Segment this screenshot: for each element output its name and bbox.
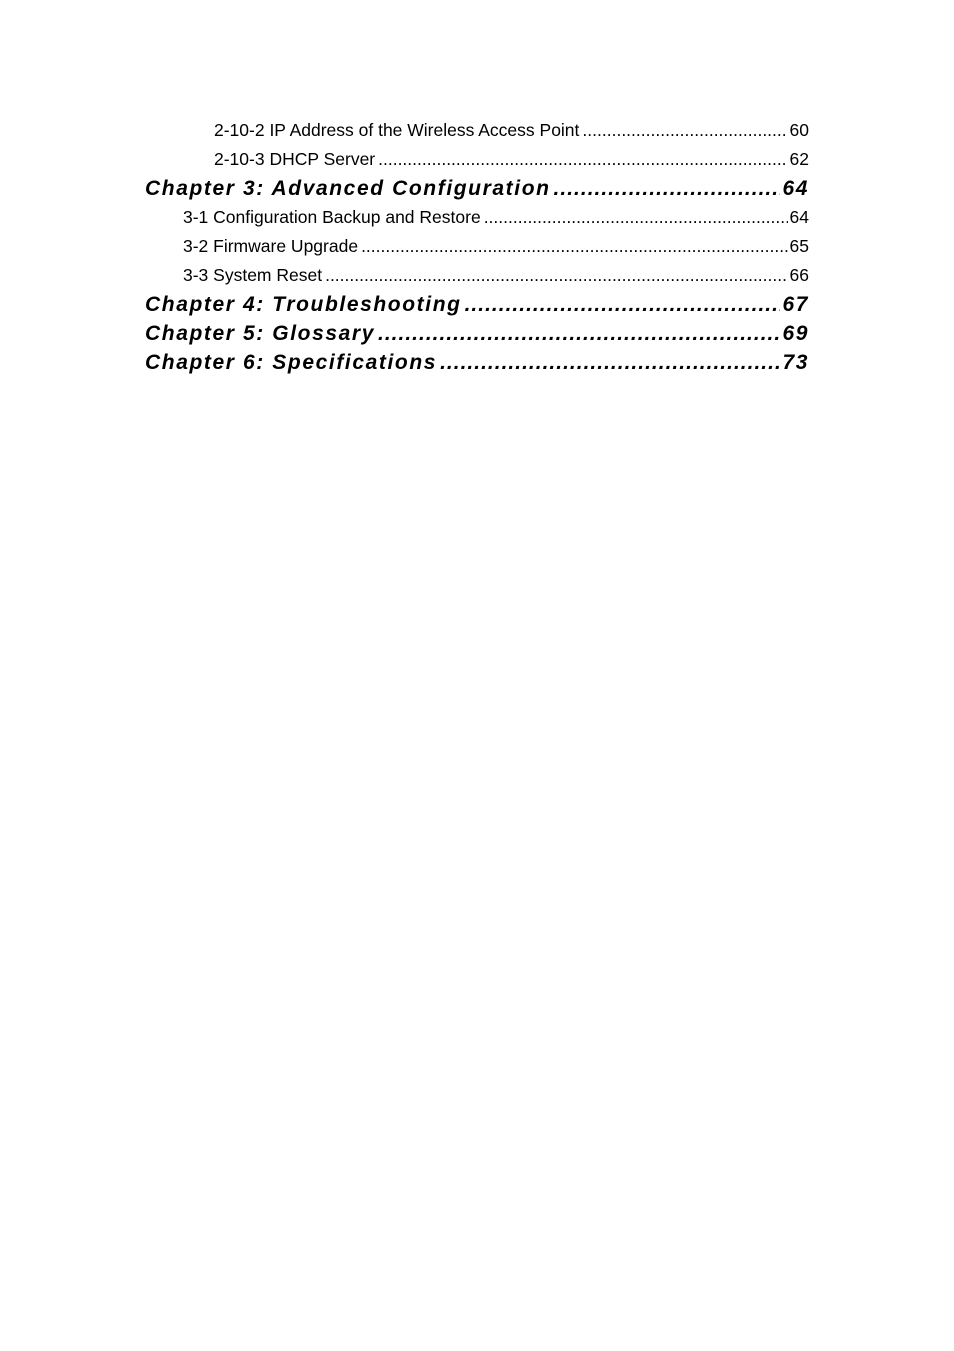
- toc-entry-title: 2-10-2 IP Address of the Wireless Access Point: [214, 120, 580, 140]
- toc-chapter-title: Chapter 5: Glossary: [145, 322, 375, 345]
- toc-chapter-title: Chapter 6: Specifications: [145, 351, 438, 374]
- toc-entry-chapter-3[interactable]: [145, 174, 809, 203]
- toc-dot-leader: [361, 232, 787, 261]
- toc-entry-2-10-3[interactable]: [145, 145, 809, 174]
- toc-entry-3-2[interactable]: [145, 232, 809, 261]
- toc-dot-leader: [378, 319, 780, 348]
- toc-entry-page: 67: [782, 293, 809, 316]
- toc-entry-page: 69: [782, 322, 809, 345]
- toc-entry-3-1[interactable]: [145, 203, 809, 232]
- toc-entry-title: 3-1 Configuration Backup and Restore: [183, 207, 481, 227]
- toc-entry-page: 62: [789, 149, 809, 169]
- toc-entry-page: 64: [782, 177, 809, 200]
- toc-entry-chapter-4[interactable]: [145, 290, 809, 319]
- toc-entry-chapter-5[interactable]: [145, 319, 809, 348]
- toc-dot-leader: [325, 261, 787, 290]
- toc-entry-title: 3-2 Firmware Upgrade: [183, 236, 359, 256]
- toc-entry-chapter-6[interactable]: [145, 348, 809, 377]
- toc-entry-page: 64: [789, 207, 809, 227]
- toc-entry-title: 3-3 System Reset: [183, 265, 323, 285]
- toc-entry-3-3[interactable]: [145, 261, 809, 290]
- toc-dot-leader: [554, 174, 781, 203]
- toc-entry-page: 66: [789, 265, 809, 285]
- toc-dot-leader: [465, 290, 781, 319]
- toc-dot-leader: [582, 116, 787, 145]
- toc-entry-page: 73: [782, 351, 809, 374]
- toc-dot-leader: [484, 203, 788, 232]
- table-of-contents: [145, 116, 809, 377]
- toc-chapter-title: Chapter 4: Troubleshooting: [145, 293, 462, 316]
- toc-entry-2-10-2[interactable]: [145, 116, 809, 145]
- toc-chapter-title: Chapter 3: Advanced Configuration: [145, 177, 551, 200]
- toc-entry-title: 2-10-3 DHCP Server: [214, 149, 376, 169]
- toc-entry-page: 60: [789, 120, 809, 140]
- toc-dot-leader: [378, 145, 787, 174]
- toc-dot-leader: [440, 348, 780, 377]
- toc-entry-page: 65: [789, 236, 809, 256]
